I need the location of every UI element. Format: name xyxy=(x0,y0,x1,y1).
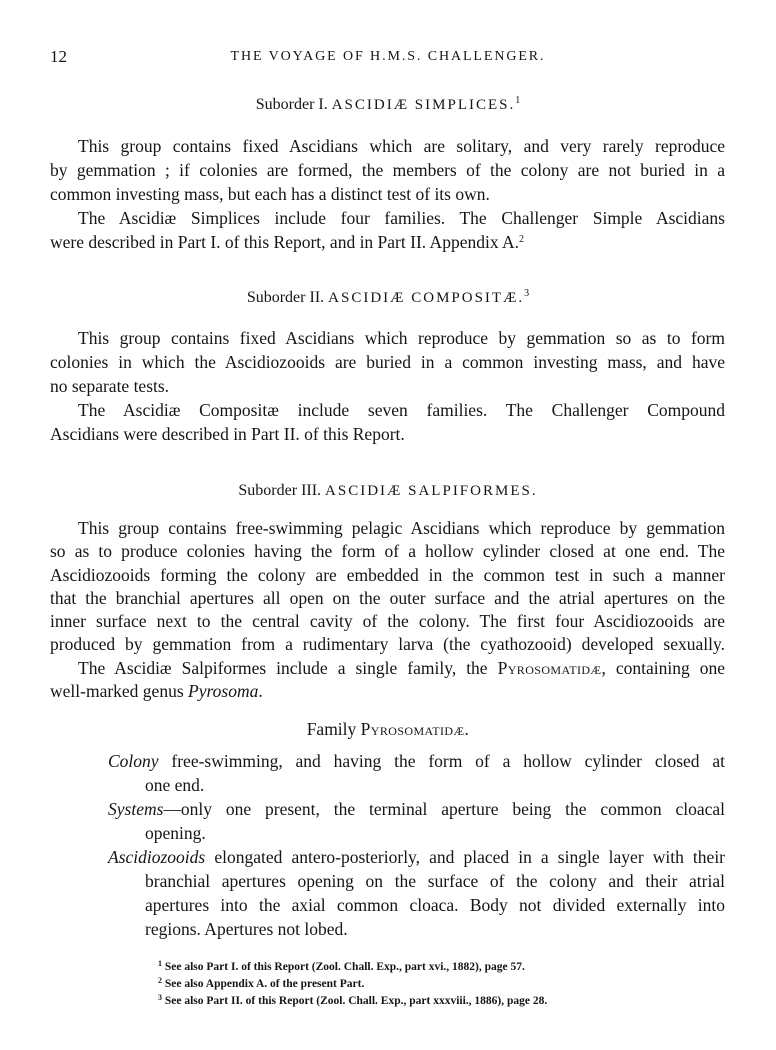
line-text: , containing one xyxy=(601,657,726,678)
suborder-label: Suborder I. xyxy=(255,96,328,113)
paragraph-line: produced by gemmation from a rudimentary larva (the cyathozooid) developed sexually. xyxy=(50,634,725,655)
paragraph-line: that the branchial apertures all open on the outer surface and the atrial apertures on the xyxy=(50,587,725,608)
suborder-1-body xyxy=(50,134,725,258)
definition-line xyxy=(108,749,725,773)
paragraph xyxy=(50,517,725,657)
paragraph-line: so as to produce colonies having the form of a hollow cylinder closed at one end. The xyxy=(50,541,725,562)
family-name: Pyrosomatidæ xyxy=(497,657,602,678)
definition-colony xyxy=(108,749,725,797)
paragraph-line: Ascidiozooids forming the colony are embedded in the common test in such a manner xyxy=(50,564,725,585)
footnote-ref: 1 xyxy=(515,95,521,106)
paragraph-line xyxy=(50,230,725,258)
suborder-name: ASCIDIÆ SALPIFORMES. xyxy=(325,483,538,499)
page-number: 12 xyxy=(50,47,67,66)
suborder-label: Suborder II. xyxy=(246,289,325,306)
paragraph xyxy=(50,326,725,398)
paragraph-line: This group contains fixed Ascidians which are solitary, and very rarely reproduce xyxy=(78,136,725,156)
paragraph-line: The Ascidiæ Simplices include four families. The Challenger Simple Ascidians xyxy=(78,208,725,228)
paragraph-line: common investing mass, but each has a distinct test of its own. xyxy=(50,184,490,204)
paragraph-line: no separate tests. xyxy=(50,376,170,396)
line-text: —only one present, the terminal aperture being the common cloacal xyxy=(163,799,725,819)
definition-line: regions. Apertures not lobed. xyxy=(145,919,348,939)
paragraph xyxy=(50,398,725,446)
paragraph-line: The Ascidiæ Compositæ include seven families. The Challenger Compound xyxy=(78,400,725,420)
definition-line: apertures into the axial common cloaca. Body not divided externally into xyxy=(145,895,725,915)
line-text: well-marked genus xyxy=(50,681,184,702)
footnote-text: See also Part II. of this Report (Zool. Chall. Exp., part xxxviii., 1886), page 28. xyxy=(164,995,548,1007)
family-name: Pyrosomatidæ. xyxy=(360,719,470,739)
paragraph xyxy=(50,134,725,206)
definition-term: Systems xyxy=(108,799,164,819)
definition-systems xyxy=(108,797,725,845)
paragraph-line: This group contains free-swimming pelagic Ascidians which reproduce by gemmation xyxy=(78,518,725,538)
suborder-3-body xyxy=(50,517,725,703)
line-text: The Ascidiæ Salpiformes include a single family, the xyxy=(78,657,488,678)
footnotes xyxy=(158,959,718,1010)
paragraph-line: colonies in which the Ascidiozooids are buried in a common investing mass, and have xyxy=(50,352,725,372)
definition-line: opening. xyxy=(145,823,206,843)
paragraph-line: by gemmation ; if colonies are formed, the members of the colony are not buried in a xyxy=(50,160,725,180)
paragraph-line: Ascidians were described in Part II. of this Report. xyxy=(50,424,405,444)
definition-line xyxy=(108,845,725,869)
line-text: elongated antero-posteriorly, and placed in a single layer with their xyxy=(214,847,726,867)
definition-line xyxy=(108,797,725,821)
paragraph-line xyxy=(50,680,725,703)
footnote-mark: 1 xyxy=(158,959,162,968)
footnote-mark: 3 xyxy=(158,993,162,1002)
paragraph xyxy=(50,657,725,704)
footnote xyxy=(158,993,718,1010)
footnote-text: See also Part I. of this Report (Zool. Chall. Exp., part xvi., 1882), page 57. xyxy=(164,961,525,973)
family-label: Family xyxy=(306,719,357,739)
definition-line: one end. xyxy=(145,775,205,795)
suborder-3-heading xyxy=(0,479,776,503)
genus-name: Pyrosoma xyxy=(188,681,259,702)
paragraph-line: inner surface next to the central cavity of the colony. The first four Ascidiozooids are xyxy=(50,611,725,632)
footnote-ref: 3 xyxy=(524,288,530,299)
family-definitions xyxy=(108,749,725,941)
suborder-label: Suborder III. xyxy=(238,482,322,499)
definition-line: branchial apertures opening on the surface of the colony and their atrial xyxy=(145,871,725,891)
footnote-ref: 2 xyxy=(519,234,524,245)
suborder-2-body xyxy=(50,326,725,446)
suborder-name: ASCIDIÆ SIMPLICES. xyxy=(331,97,516,113)
footnote-text: See also Appendix A. of the present Part. xyxy=(164,978,365,990)
suborder-name: ASCIDIÆ COMPOSITÆ. xyxy=(328,290,525,306)
definition-term: Colony xyxy=(108,751,159,771)
definition-term: Ascidiozooids xyxy=(108,847,206,867)
suborder-1-heading xyxy=(0,93,776,119)
footnote xyxy=(158,959,718,976)
family-heading xyxy=(0,717,776,741)
suborder-2-heading xyxy=(0,286,776,312)
line-text: . xyxy=(258,681,263,702)
footnote xyxy=(158,976,718,993)
paragraph-line: This group contains fixed Ascidians which reproduce by gemmation so as to form xyxy=(78,328,725,348)
paragraph-line xyxy=(50,657,725,680)
running-title: THE VOYAGE OF H.M.S. CHALLENGER. xyxy=(230,49,546,64)
definition-ascidiozooids xyxy=(108,845,725,941)
footnote-mark: 2 xyxy=(158,976,162,985)
paragraph xyxy=(50,206,725,258)
line-text: free-swimming, and having the form of a hollow cylinder closed at xyxy=(171,751,725,771)
line-text: were described in Part I. of this Report, and in Part II. Appendix A. xyxy=(50,232,519,252)
